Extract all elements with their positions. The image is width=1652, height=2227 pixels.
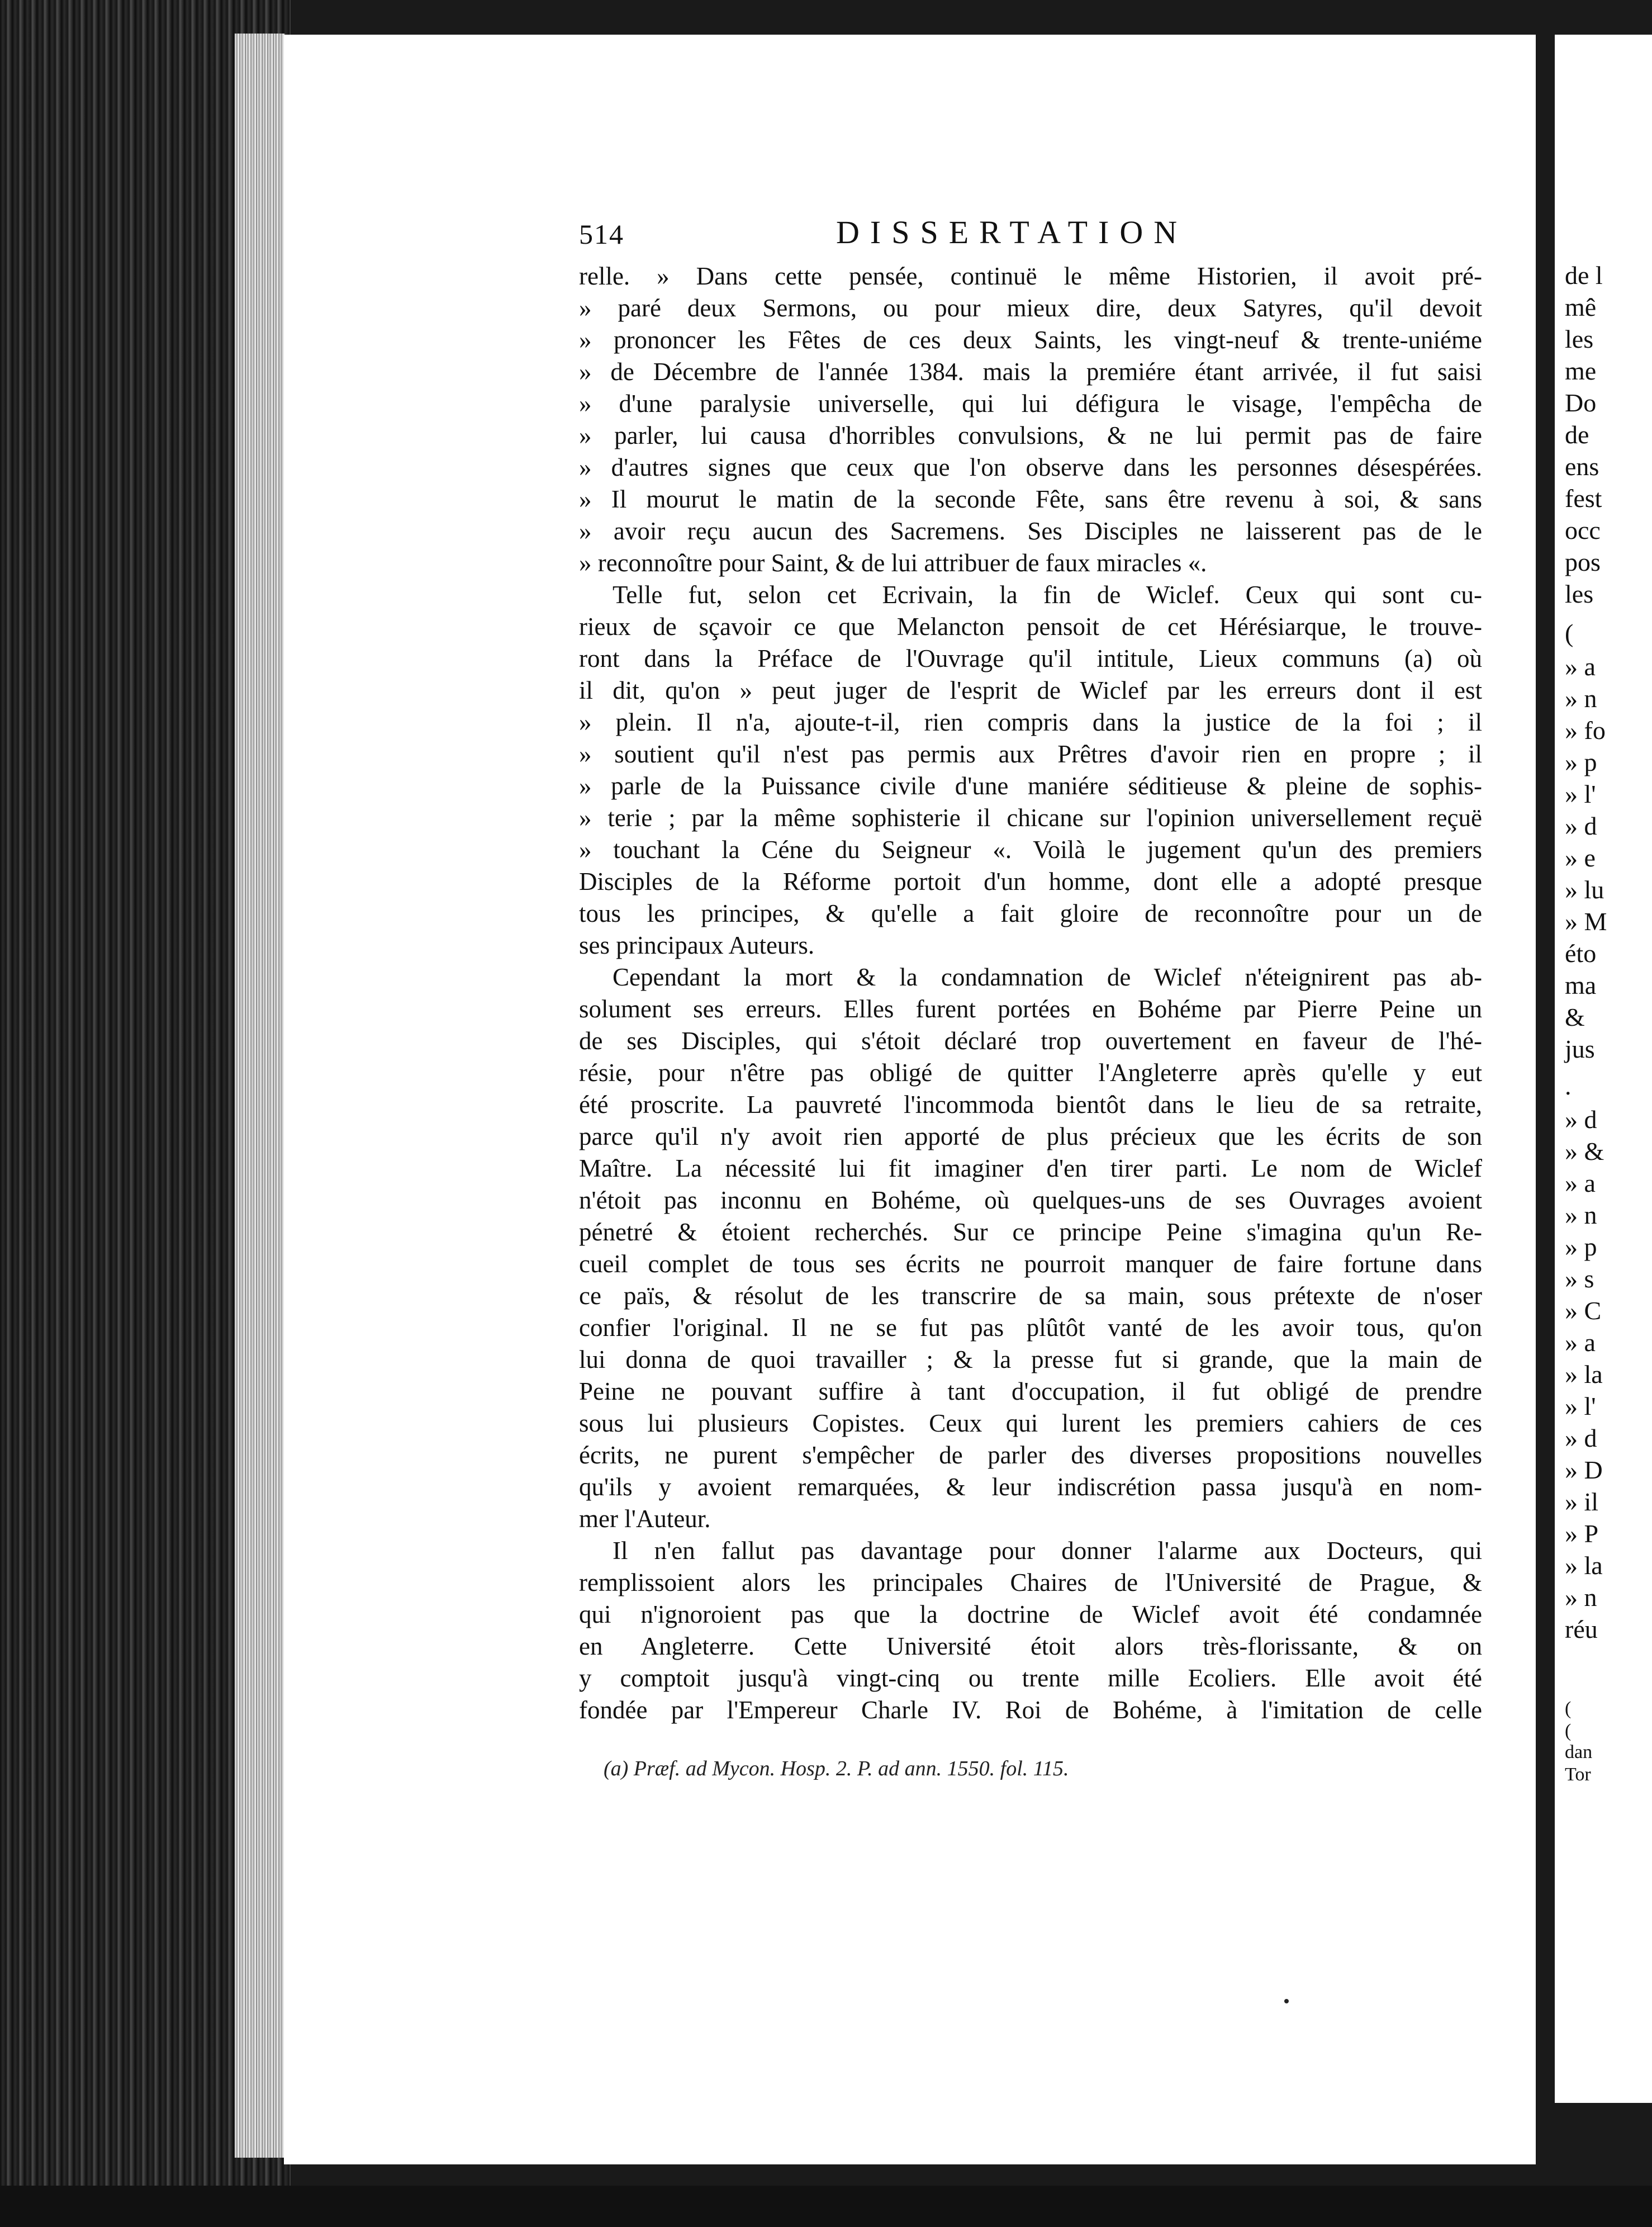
text-line: » d'une paralysie universelle, qui lui défigura le visage, l'empêcha de xyxy=(579,390,1482,418)
right-page-fragment: . xyxy=(1565,1072,1572,1100)
right-page-fragment: » M xyxy=(1565,907,1607,936)
right-page-fragment: de l xyxy=(1565,261,1603,290)
text-line: de ses Disciples, qui s'étoit déclaré trop ouvertement en faveur de l'hé- xyxy=(579,1027,1482,1055)
right-page-fragment: ( xyxy=(1565,1721,1572,1741)
right-page-fragment: Tor xyxy=(1565,1764,1591,1785)
right-page-fragment: » lu xyxy=(1565,875,1604,904)
text-line: mer l'Auteur. xyxy=(579,1505,711,1533)
right-page-fragment: » la xyxy=(1565,1551,1603,1580)
text-line: rieux de sçavoir ce que Melancton pensoit de cet Hérésiarque, le trouve- xyxy=(579,613,1482,641)
text-line: » avoir reçu aucun des Sacremens. Ses Disciples ne laisserent pas de le xyxy=(579,517,1482,545)
right-page-fragment: » n xyxy=(1565,684,1597,713)
text-line: Telle fut, selon cet Ecrivain, la fin de Wiclef. Ceux qui sont cu- xyxy=(613,581,1482,609)
text-line: il dit, qu'on » peut juger de l'esprit de Wiclef par les erreurs dont il est xyxy=(579,676,1482,704)
right-page-fragment: dan xyxy=(1565,1742,1593,1762)
scan-border xyxy=(0,2186,1652,2227)
right-page-fragment: & xyxy=(1565,1003,1585,1031)
text-line: sous lui plusieurs Copistes. Ceux qui lurent les premiers cahiers de ces xyxy=(579,1409,1482,1437)
text-line: » parler, lui causa d'horribles convulsions, & ne lui permit pas de faire xyxy=(579,421,1482,449)
right-page-fragment: jus xyxy=(1565,1035,1595,1063)
text-line: » parle de la Puissance civile d'une maniére séditieuse & pleine de sophis- xyxy=(579,772,1482,800)
text-line: » prononcer les Fêtes de ces deux Saints, les vingt-neuf & trente-uniéme xyxy=(579,326,1482,354)
right-page-fragment: ( xyxy=(1565,619,1574,647)
text-line: » paré deux Sermons, ou pour mieux dire, deux Satyres, qu'il devoit xyxy=(579,294,1482,322)
running-title: DISSERTATION xyxy=(836,214,1188,250)
right-page-fragment: ( xyxy=(1565,1698,1572,1719)
text-line: » reconnoître pour Saint, & de lui attribuer de faux miracles «. xyxy=(579,549,1207,577)
right-page-fragment: réu xyxy=(1565,1615,1598,1643)
text-line: Maître. La nécessité lui fit imaginer d'en tirer parti. Le nom de Wiclef xyxy=(579,1154,1482,1182)
text-line: cueil complet de tous ses écrits ne pourroit manquer de faire fortune dans xyxy=(579,1250,1482,1278)
text-line: n'étoit pas inconnu en Bohéme, où quelques-uns de ses Ouvrages avoient xyxy=(579,1186,1482,1214)
right-page-fragment: les xyxy=(1565,325,1594,353)
text-line: ses principaux Auteurs. xyxy=(579,931,815,959)
right-page-fragment: » n xyxy=(1565,1201,1597,1229)
text-line: Cependant la mort & la condamnation de Wiclef n'éteignirent pas ab- xyxy=(613,963,1482,991)
right-page-fragment: pos xyxy=(1565,548,1601,576)
text-line: pénetré & étoient recherchés. Sur ce principe Peine s'imagina qu'un Re- xyxy=(579,1218,1482,1246)
page-edges xyxy=(235,34,285,2158)
right-page-fragment: » e xyxy=(1565,844,1596,872)
right-page-fragment: » D xyxy=(1565,1456,1603,1484)
right-page-fragment: » la xyxy=(1565,1360,1603,1389)
right-page-fragment: » l' xyxy=(1565,780,1596,808)
right-page-fragment: occ xyxy=(1565,516,1601,544)
text-line: résie, pour n'être pas obligé de quitter l'Angleterre après qu'elle y eut xyxy=(579,1059,1482,1087)
text-line: remplissoient alors les principales Chaires de l'Université de Prague, & xyxy=(579,1569,1482,1596)
text-line: » terie ; par la même sophisterie il chicane sur l'opinion universellement reçuë xyxy=(579,804,1482,832)
right-page-fragment: » d xyxy=(1565,812,1597,840)
text-line: relle. » Dans cette pensée, continuë le même Historien, il avoit pré- xyxy=(579,262,1482,290)
text-line: » de Décembre de l'année 1384. mais la premiére étant arrivée, il fut saisi xyxy=(579,358,1482,386)
text-line: ront dans la Préface de l'Ouvrage qu'il intitule, Lieux communs (a) où xyxy=(579,645,1482,672)
footnote: (a) Præf. ad Mycon. Hosp. 2. P. ad ann. 1550. fol. 115. xyxy=(604,1757,1069,1780)
right-page-fragment: fest xyxy=(1565,484,1602,513)
text-line: » d'autres signes que ceux que l'on observe dans les personnes désespérées. xyxy=(579,453,1482,481)
text-line: Peine ne pouvant suffire à tant d'occupation, il fut obligé de prendre xyxy=(579,1377,1482,1405)
right-page-fragment: » p xyxy=(1565,748,1597,776)
text-line: Disciples de la Réforme portoit d'un homme, dont elle a adopté presque xyxy=(579,868,1482,895)
text-line: » touchant la Céne du Seigneur «. Voilà le jugement qu'un des premiers xyxy=(579,836,1482,864)
page-header xyxy=(579,214,1482,252)
text-line: » soutient qu'il n'est pas permis aux Prêtres d'avoir rien en propre ; il xyxy=(579,740,1482,768)
text-line: tous les principes, & qu'elle a fait gloire de reconnoître pour un de xyxy=(579,899,1482,927)
right-page-fragment: » P xyxy=(1565,1519,1599,1548)
right-page-fragment: mê xyxy=(1565,293,1597,321)
right-page-fragment: » il xyxy=(1565,1487,1599,1516)
right-page-fragment: » a xyxy=(1565,1169,1596,1197)
right-page-fragment: ens xyxy=(1565,452,1599,481)
text-line: en Angleterre. Cette Université étoit alors très-florissante, & on xyxy=(579,1632,1482,1660)
text-line: lui donna de quoi travailler ; & la presse fut si grande, que la main de xyxy=(579,1345,1482,1373)
text-line: qu'ils y avoient remarquées, & leur indiscrétion passa jusqu'à en nom- xyxy=(579,1473,1482,1501)
right-page-fragment: » s xyxy=(1565,1264,1594,1293)
right-page-fragment: les xyxy=(1565,580,1594,608)
right-page-fragment: » a xyxy=(1565,652,1596,681)
right-page-fragment: » l' xyxy=(1565,1392,1596,1420)
right-page-fragment: éto xyxy=(1565,939,1597,968)
right-page-fragment: me xyxy=(1565,357,1597,385)
text-line: y comptoit jusqu'à vingt-cinq ou trente mille Ecoliers. Elle avoit été xyxy=(579,1664,1482,1692)
text-line: qui n'ignoroient pas que la doctrine de Wiclef avoit été condamnée xyxy=(579,1600,1482,1628)
right-page-fragment: Do xyxy=(1565,388,1597,417)
right-page-fragment: » d xyxy=(1565,1105,1597,1134)
text-line: Il n'en fallut pas davantage pour donner l'alarme aux Docteurs, qui xyxy=(613,1537,1482,1565)
ink-dot xyxy=(1284,1999,1289,2003)
right-page-fragment: ma xyxy=(1565,971,1597,999)
right-page-fragment: » & xyxy=(1565,1137,1604,1165)
page-number: 514 xyxy=(579,219,624,250)
body-text xyxy=(579,260,1482,1726)
right-page-fragment: » fo xyxy=(1565,716,1606,745)
right-page-fragment: » a xyxy=(1565,1328,1596,1357)
right-page-fragment: » n xyxy=(1565,1583,1597,1612)
text-line: » plein. Il n'a, ajoute-t-il, rien compris dans la justice de la foi ; il xyxy=(579,708,1482,736)
right-page-fragment: de xyxy=(1565,420,1589,449)
text-line: confier l'original. Il ne se fut pas plûtôt vanté de les avoir tous, qu'on xyxy=(579,1314,1482,1342)
text-line: » Il mourut le matin de la seconde Fête, sans être revenu à soi, & sans xyxy=(579,485,1482,513)
right-page-fragment: » d xyxy=(1565,1424,1597,1452)
text-line: été proscrite. La pauvreté l'incommoda bientôt dans le lieu de sa retraite, xyxy=(579,1091,1482,1119)
text-line: écrits, ne purent s'empêcher de parler des diverses propositions nouvelles xyxy=(579,1441,1482,1469)
right-page-fragment: » C xyxy=(1565,1296,1602,1325)
text-line: solument ses erreurs. Elles furent portées en Bohéme par Pierre Peine un xyxy=(579,995,1482,1023)
text-line: parce qu'il n'y avoit rien apporté de plus précieux que les écrits de son xyxy=(579,1122,1482,1150)
text-line: ce païs, & résolut de les transcrire de sa main, sous prétexte de n'oser xyxy=(579,1282,1482,1310)
text-line: fondée par l'Empereur Charle IV. Roi de Bohéme, à l'imitation de celle xyxy=(579,1696,1482,1724)
right-page-fragment: » p xyxy=(1565,1233,1597,1261)
